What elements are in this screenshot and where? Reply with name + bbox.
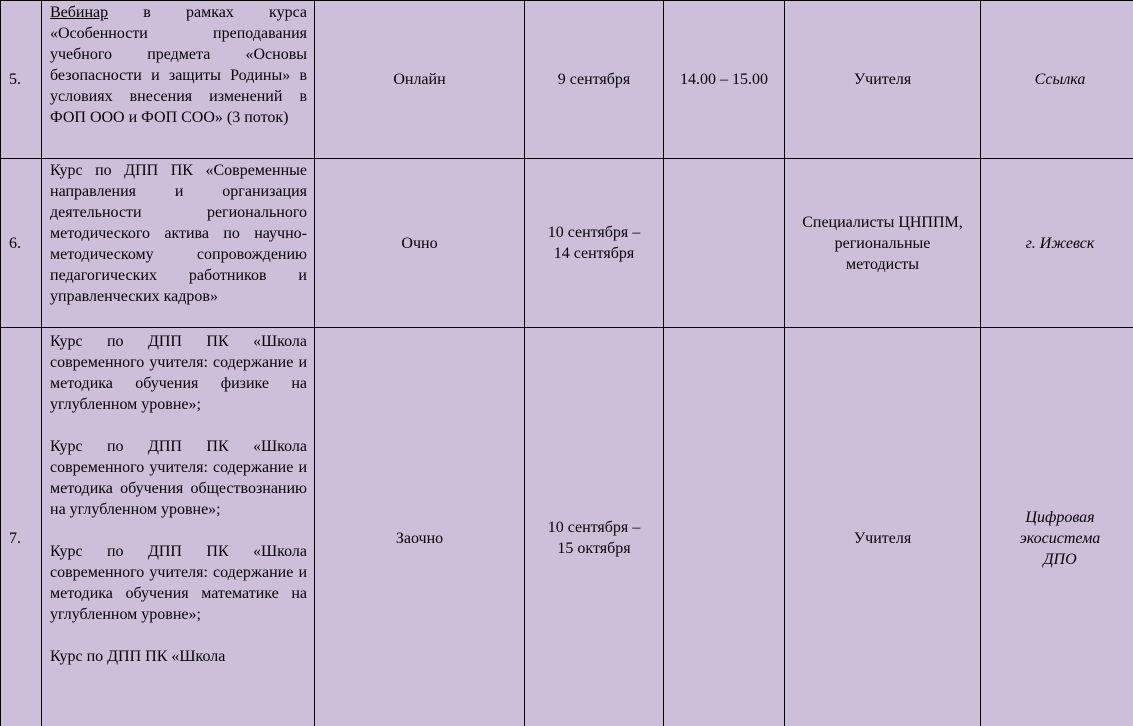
- event-date-start: 10 сентября –: [547, 224, 641, 241]
- event-date-start: 10 сентября –: [547, 519, 641, 536]
- event-time: 14.00 – 15.00: [664, 1, 785, 159]
- table-row: [1, 1, 1133, 159]
- table-row: [1, 328, 1133, 726]
- event-date-end: 15 октября: [557, 540, 631, 557]
- audience-line: региональные: [834, 234, 931, 252]
- event-name-text: в рамках курса «Особенности преподавания учебного предмета «Основы безопасности и защиты Родины» в условиях внесения изменений в ФОП ООО и ФОП СОО» (3 поток): [50, 4, 307, 126]
- event-time: [664, 328, 785, 726]
- course-item: Курс по ДПП ПК «Школа современного учителя: содержание и методика обучения обществознанию на углубленном уровне»;: [50, 438, 307, 518]
- event-audience: [785, 159, 981, 328]
- event-name-text: Курс по ДПП ПК «Современные направления и организация деятельности регионального методического актива по научно-методическому сопровождению педагогических работников и управленческих кадров»: [50, 162, 307, 305]
- course-item: Курс по ДПП ПК «Школа: [50, 648, 226, 665]
- event-name: [42, 328, 315, 726]
- location-line: ДПО: [1043, 550, 1077, 568]
- course-item: Курс по ДПП ПК «Школа современного учителя: содержание и методика обучения математике на углубленном уровне»;: [50, 543, 307, 623]
- audience-line: Специалисты ЦНППМ,: [802, 213, 963, 231]
- event-date: 9 сентября: [525, 1, 664, 159]
- event-name: [42, 1, 315, 159]
- event-audience: Учителя: [785, 1, 981, 159]
- row-number: 5.: [1, 1, 42, 159]
- event-date: [525, 328, 664, 726]
- event-location: г. Ижевск: [981, 159, 1133, 328]
- course-item: Курс по ДПП ПК «Школа современного учителя: содержание и методика обучения физике на углубленном уровне»;: [50, 333, 307, 413]
- webinar-link[interactable]: Вебинар: [50, 4, 109, 21]
- audience-line: методисты: [845, 255, 920, 273]
- location-line: Цифровая: [1025, 508, 1095, 526]
- event-location-link[interactable]: [981, 328, 1133, 726]
- event-format: Очно: [315, 159, 525, 328]
- event-date-end: 14 сентября: [553, 245, 635, 262]
- event-name: [42, 159, 315, 328]
- row-number: 7.: [1, 328, 42, 726]
- location-line: экосистема: [1019, 529, 1101, 547]
- event-format: Онлайн: [315, 1, 525, 159]
- event-format: Заочно: [315, 328, 525, 726]
- event-location-link[interactable]: Ссылка: [981, 1, 1133, 159]
- event-time: [664, 159, 785, 328]
- row-number: 6.: [1, 159, 42, 328]
- event-audience: Учителя: [785, 328, 981, 726]
- event-date: [525, 159, 664, 328]
- table-row: [1, 159, 1133, 328]
